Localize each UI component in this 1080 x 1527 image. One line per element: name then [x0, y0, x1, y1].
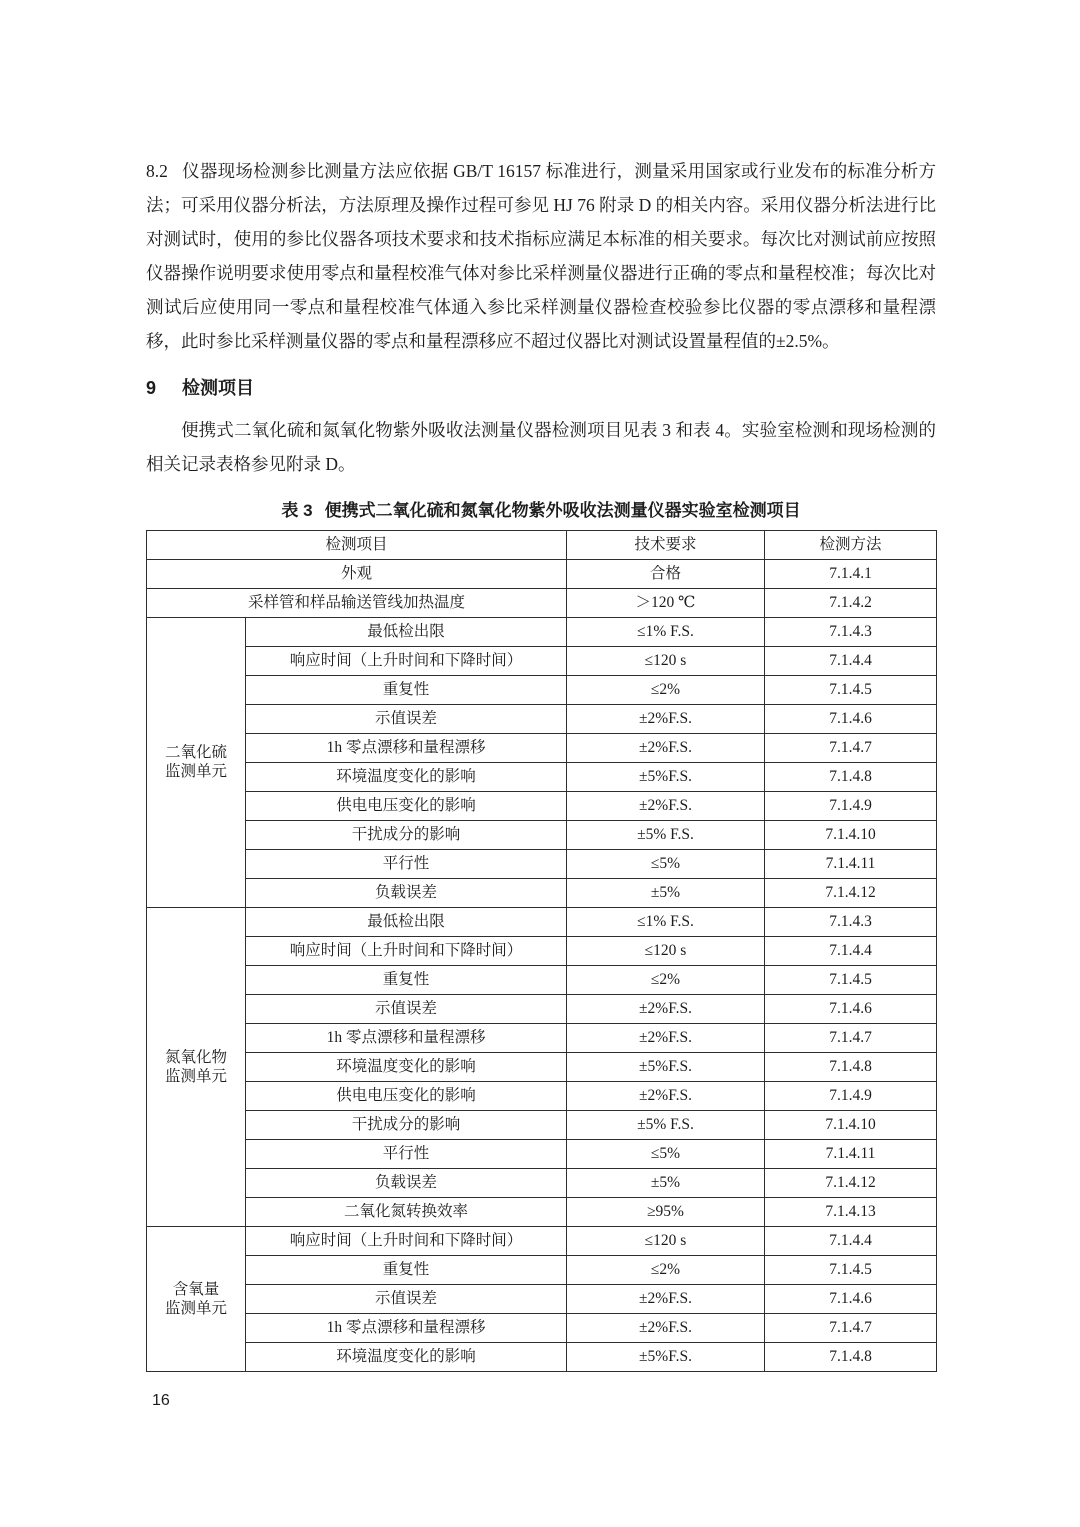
table-row	[147, 1284, 937, 1313]
table-row	[147, 878, 937, 907]
method-cell: 7.1.4.10	[765, 1110, 937, 1139]
unit-cell-nox	[147, 907, 246, 1226]
item-cell: 响应时间（上升时间和下降时间）	[246, 1226, 567, 1255]
method-cell: 7.1.4.4	[765, 646, 937, 675]
table-row	[147, 559, 937, 588]
section-9-body: 便携式二氧化硫和氮氧化物紫外吸收法测量仪器检测项目见表 3 和表 4。实验室检测和现场检测的相关记录表格参见附录 D。	[146, 420, 936, 474]
table-row	[147, 1110, 937, 1139]
table-row	[147, 965, 937, 994]
item-cell: 重复性	[246, 1255, 567, 1284]
requirement-cell: ≤2%	[567, 1255, 765, 1284]
requirement-cell: 合格	[567, 559, 765, 588]
requirement-cell: ±2%F.S.	[567, 1023, 765, 1052]
requirement-cell: ±5%F.S.	[567, 762, 765, 791]
section-9-number: 9	[146, 378, 157, 398]
method-cell: 7.1.4.11	[765, 1139, 937, 1168]
requirement-cell: ±2%F.S.	[567, 704, 765, 733]
table-header-row	[147, 530, 937, 559]
table3-caption-title: 便携式二氧化硫和氮氧化物紫外吸收法测量仪器实验室检测项目	[324, 500, 801, 520]
item-cell: 平行性	[246, 849, 567, 878]
item-cell: 干扰成分的影响	[246, 820, 567, 849]
table-row	[147, 1052, 937, 1081]
method-cell: 7.1.4.7	[765, 1023, 937, 1052]
requirement-cell: ±5%	[567, 1168, 765, 1197]
table3-detection-items	[146, 530, 937, 1372]
requirement-cell: ±5% F.S.	[567, 1110, 765, 1139]
clause-8-2-text: 仪器现场检测参比测量方法应依据 GB/T 16157 标准进行，测量采用国家或行业发布的标准分析方法；可采用仪器分析法，方法原理及操作过程可参见 HJ 76 附录 D 的相关内容。采用仪器分析法进行比对测试时，使用的参比仪器各项技术要求和技术指标应满足本标准的相关要求。每次比对测试前应按照仪器操作说明要求使用零点和量程校准气体对参比采样测量仪器进行正确的零点和量程校准；每次比对测试后应使用同一零点和量程校准气体通入参比采样测量仪器检查校验参比仪器的零点漂移和量程漂移，此时参比采样测量仪器的零点和量程漂移应不超过仪器比对测试设置量程值的±2.5%。	[146, 160, 936, 351]
unit-cell-so2	[147, 617, 246, 907]
item-cell: 最低检出限	[246, 617, 567, 646]
item-cell: 重复性	[246, 675, 567, 704]
item-cell: 采样管和样品输送管线加热温度	[147, 588, 567, 617]
item-cell: 示值误差	[246, 994, 567, 1023]
item-cell: 平行性	[246, 1139, 567, 1168]
method-cell: 7.1.4.3	[765, 617, 937, 646]
clause-8-2-number: 8.2	[146, 160, 168, 181]
unit-label-line: 监测单元	[164, 1067, 227, 1085]
table-row	[147, 936, 937, 965]
requirement-cell: ±2%F.S.	[567, 1081, 765, 1110]
requirement-cell: ±2%F.S.	[567, 1313, 765, 1342]
method-cell: 7.1.4.12	[765, 1168, 937, 1197]
table-row	[147, 1342, 937, 1371]
table-row	[147, 1197, 937, 1226]
section-9-title: 检测项目	[182, 378, 255, 398]
item-cell: 1h 零点漂移和量程漂移	[246, 733, 567, 762]
method-cell: 7.1.4.8	[765, 762, 937, 791]
table-row	[147, 907, 937, 936]
unit-label-line: 含氧量	[172, 1280, 220, 1298]
method-cell: 7.1.4.11	[765, 849, 937, 878]
table-row	[147, 1139, 937, 1168]
method-cell: 7.1.4.9	[765, 791, 937, 820]
method-cell: 7.1.4.3	[765, 907, 937, 936]
method-cell: 7.1.4.10	[765, 820, 937, 849]
table-row	[147, 588, 937, 617]
requirement-cell: ±5% F.S.	[567, 820, 765, 849]
table3-caption-label: 表 3	[281, 500, 313, 520]
table-row	[147, 704, 937, 733]
item-cell: 响应时间（上升时间和下降时间）	[246, 936, 567, 965]
method-cell: 7.1.4.8	[765, 1052, 937, 1081]
method-cell: 7.1.4.6	[765, 1284, 937, 1313]
section-9-heading	[146, 375, 936, 401]
requirement-cell: ≤1% F.S.	[567, 907, 765, 936]
unit-label-line: 监测单元	[164, 1299, 227, 1317]
table-row	[147, 791, 937, 820]
header-requirement: 技术要求	[567, 530, 765, 559]
item-cell: 供电电压变化的影响	[246, 1081, 567, 1110]
table-row	[147, 820, 937, 849]
requirement-cell: ≤120 s	[567, 936, 765, 965]
requirement-cell: ≤2%	[567, 965, 765, 994]
clause-8-2	[146, 154, 936, 358]
item-cell: 1h 零点漂移和量程漂移	[246, 1313, 567, 1342]
header-item: 检测项目	[147, 530, 567, 559]
unit-label-line: 二氧化硫	[164, 744, 227, 761]
item-cell: 环境温度变化的影响	[246, 1052, 567, 1081]
item-cell: 示值误差	[246, 1284, 567, 1313]
table3-caption	[146, 499, 936, 523]
method-cell: 7.1.4.7	[765, 733, 937, 762]
requirement-cell: ±5%F.S.	[567, 1342, 765, 1371]
table-row	[147, 849, 937, 878]
unit-cell-o2	[147, 1226, 246, 1371]
item-cell: 环境温度变化的影响	[246, 1342, 567, 1371]
item-cell: 负载误差	[246, 878, 567, 907]
table-row	[147, 994, 937, 1023]
table-row	[147, 1226, 937, 1255]
requirement-cell: ＞120 ℃	[567, 588, 765, 617]
item-cell: 最低检出限	[246, 907, 567, 936]
requirement-cell: ≤5%	[567, 1139, 765, 1168]
requirement-cell: ≤2%	[567, 675, 765, 704]
unit-label-line: 氮氧化物	[164, 1048, 227, 1066]
page-number: 16	[152, 1392, 170, 1409]
table-row	[147, 617, 937, 646]
method-cell: 7.1.4.7	[765, 1313, 937, 1342]
method-cell: 7.1.4.9	[765, 1081, 937, 1110]
requirement-cell: ±2%F.S.	[567, 733, 765, 762]
method-cell: 7.1.4.13	[765, 1197, 937, 1226]
requirement-cell: ≤5%	[567, 849, 765, 878]
item-cell: 示值误差	[246, 704, 567, 733]
item-cell: 响应时间（上升时间和下降时间）	[246, 646, 567, 675]
method-cell: 7.1.4.5	[765, 675, 937, 704]
requirement-cell: ±2%F.S.	[567, 994, 765, 1023]
method-cell: 7.1.4.6	[765, 994, 937, 1023]
method-cell: 7.1.4.1	[765, 559, 937, 588]
method-cell: 7.1.4.4	[765, 1226, 937, 1255]
item-cell: 负载误差	[246, 1168, 567, 1197]
table-row	[147, 1255, 937, 1284]
item-cell: 外观	[147, 559, 567, 588]
method-cell: 7.1.4.5	[765, 965, 937, 994]
table-row	[147, 675, 937, 704]
table-row	[147, 733, 937, 762]
requirement-cell: ±5%F.S.	[567, 1052, 765, 1081]
requirement-cell: ≤120 s	[567, 646, 765, 675]
item-cell: 供电电压变化的影响	[246, 791, 567, 820]
page-content	[146, 136, 936, 1372]
requirement-cell: ±5%	[567, 878, 765, 907]
unit-label-line: 监测单元	[164, 763, 227, 780]
method-cell: 7.1.4.5	[765, 1255, 937, 1284]
method-cell: 7.1.4.2	[765, 588, 937, 617]
table-row	[147, 1023, 937, 1052]
method-cell: 7.1.4.12	[765, 878, 937, 907]
method-cell: 7.1.4.8	[765, 1342, 937, 1371]
table-row	[147, 1081, 937, 1110]
method-cell: 7.1.4.4	[765, 936, 937, 965]
item-cell: 干扰成分的影响	[246, 1110, 567, 1139]
table-row	[147, 646, 937, 675]
item-cell: 二氧化氮转换效率	[246, 1197, 567, 1226]
requirement-cell: ≤1% F.S.	[567, 617, 765, 646]
table-row	[147, 762, 937, 791]
method-cell: 7.1.4.6	[765, 704, 937, 733]
requirement-cell: ±2%F.S.	[567, 1284, 765, 1313]
table-row	[147, 1168, 937, 1197]
requirement-cell: ≥95%	[567, 1197, 765, 1226]
requirement-cell: ≤120 s	[567, 1226, 765, 1255]
requirement-cell: ±2%F.S.	[567, 791, 765, 820]
item-cell: 环境温度变化的影响	[246, 762, 567, 791]
item-cell: 重复性	[246, 965, 567, 994]
table-row	[147, 1313, 937, 1342]
item-cell: 1h 零点漂移和量程漂移	[246, 1023, 567, 1052]
header-method: 检测方法	[765, 530, 937, 559]
